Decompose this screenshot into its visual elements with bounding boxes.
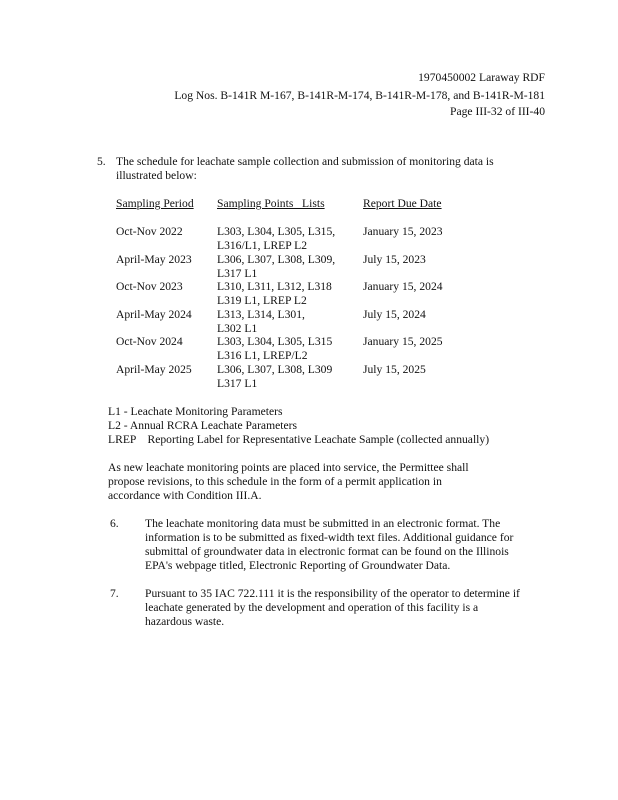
sampling-period-cell: Oct-Nov 2022: [116, 225, 183, 238]
report-due-date-cell: July 15, 2025: [363, 362, 426, 376]
paragraph-line: accordance with Condition III.A.: [108, 489, 262, 502]
sampling-points-cell: L306, L307, L308, L309, L317 L1: [217, 252, 336, 280]
sampling-points-cell: L306, L307, L308, L309 L317 L1: [217, 362, 333, 390]
legend-l2: L2 - Annual RCRA Leachate Parameters: [108, 419, 297, 432]
item-6-line: information is to be submitted as fixed-width text files. Additional guidance for: [145, 531, 514, 544]
report-due-date-cell: January 15, 2023: [363, 225, 443, 238]
report-due-date-cell: July 15, 2023: [363, 252, 426, 266]
column-header-period: Sampling Period: [116, 197, 194, 210]
sampling-period-cell: April-May 2025: [116, 362, 192, 376]
paragraph-line: As new leachate monitoring points are placed into service, the Permittee shall: [108, 461, 469, 474]
item-6-number: 6.: [110, 517, 119, 530]
report-due-date-cell: January 15, 2025: [363, 335, 443, 348]
header-permit-id: 1970450002 Laraway RDF: [418, 71, 545, 84]
item-5-number: 5.: [97, 155, 106, 168]
item-7-line: leachate generated by the development and operation of this facility is a: [145, 601, 479, 614]
sampling-points-cell: L303, L304, L305, L315 L316 L1, LREP/L2: [217, 335, 333, 362]
paragraph-line: propose revisions, to this schedule in the form of a permit application in: [108, 475, 442, 488]
item-5-line: illustrated below:: [116, 169, 197, 182]
item-6-line: The leachate monitoring data must be submitted in an electronic format. The: [145, 517, 501, 530]
sampling-points-cell: L303, L304, L305, L315, L316/L1, LREP L2: [217, 225, 336, 252]
item-6-line: submittal of groundwater data in electronic format can be found on the Illinois: [145, 545, 509, 558]
item-5-line: The schedule for leachate sample collection and submission of monitoring data is: [116, 155, 494, 168]
header-page-number: Page III-32 of III-40: [450, 105, 545, 118]
item-7-line: hazardous waste.: [145, 615, 225, 628]
item-7-line: Pursuant to 35 IAC 722.111 it is the responsibility of the operator to determine if: [145, 587, 520, 600]
legend-l1: L1 - Leachate Monitoring Parameters: [108, 405, 283, 418]
report-due-date-cell: July 15, 2024: [363, 307, 426, 321]
sampling-points-cell: L310, L311, L312, L318 L319 L1, LREP L2: [217, 280, 332, 307]
item-6-line: EPA's webpage titled, Electronic Reporting of Groundwater Data.: [145, 559, 451, 572]
sampling-period-cell: Oct-Nov 2023: [116, 280, 183, 293]
sampling-period-cell: April-May 2024: [116, 307, 192, 321]
sampling-period-cell: Oct-Nov 2024: [116, 335, 183, 348]
legend-lrep: LREP Reporting Label for Representative Leachate Sample (collected annually): [108, 433, 490, 446]
sampling-period-cell: April-May 2023: [116, 252, 192, 266]
item-7-number: 7.: [110, 587, 119, 600]
header-log-numbers: Log Nos. B-141R M-167, B-141R-M-174, B-141R-M-178, and B-141R-M-181: [174, 89, 545, 102]
sampling-points-cell: L313, L314, L301, L302 L1: [217, 307, 305, 335]
column-header-points: Sampling Points Lists: [217, 197, 325, 210]
report-due-date-cell: January 15, 2024: [363, 280, 443, 293]
column-header-due-date: Report Due Date: [363, 197, 442, 210]
